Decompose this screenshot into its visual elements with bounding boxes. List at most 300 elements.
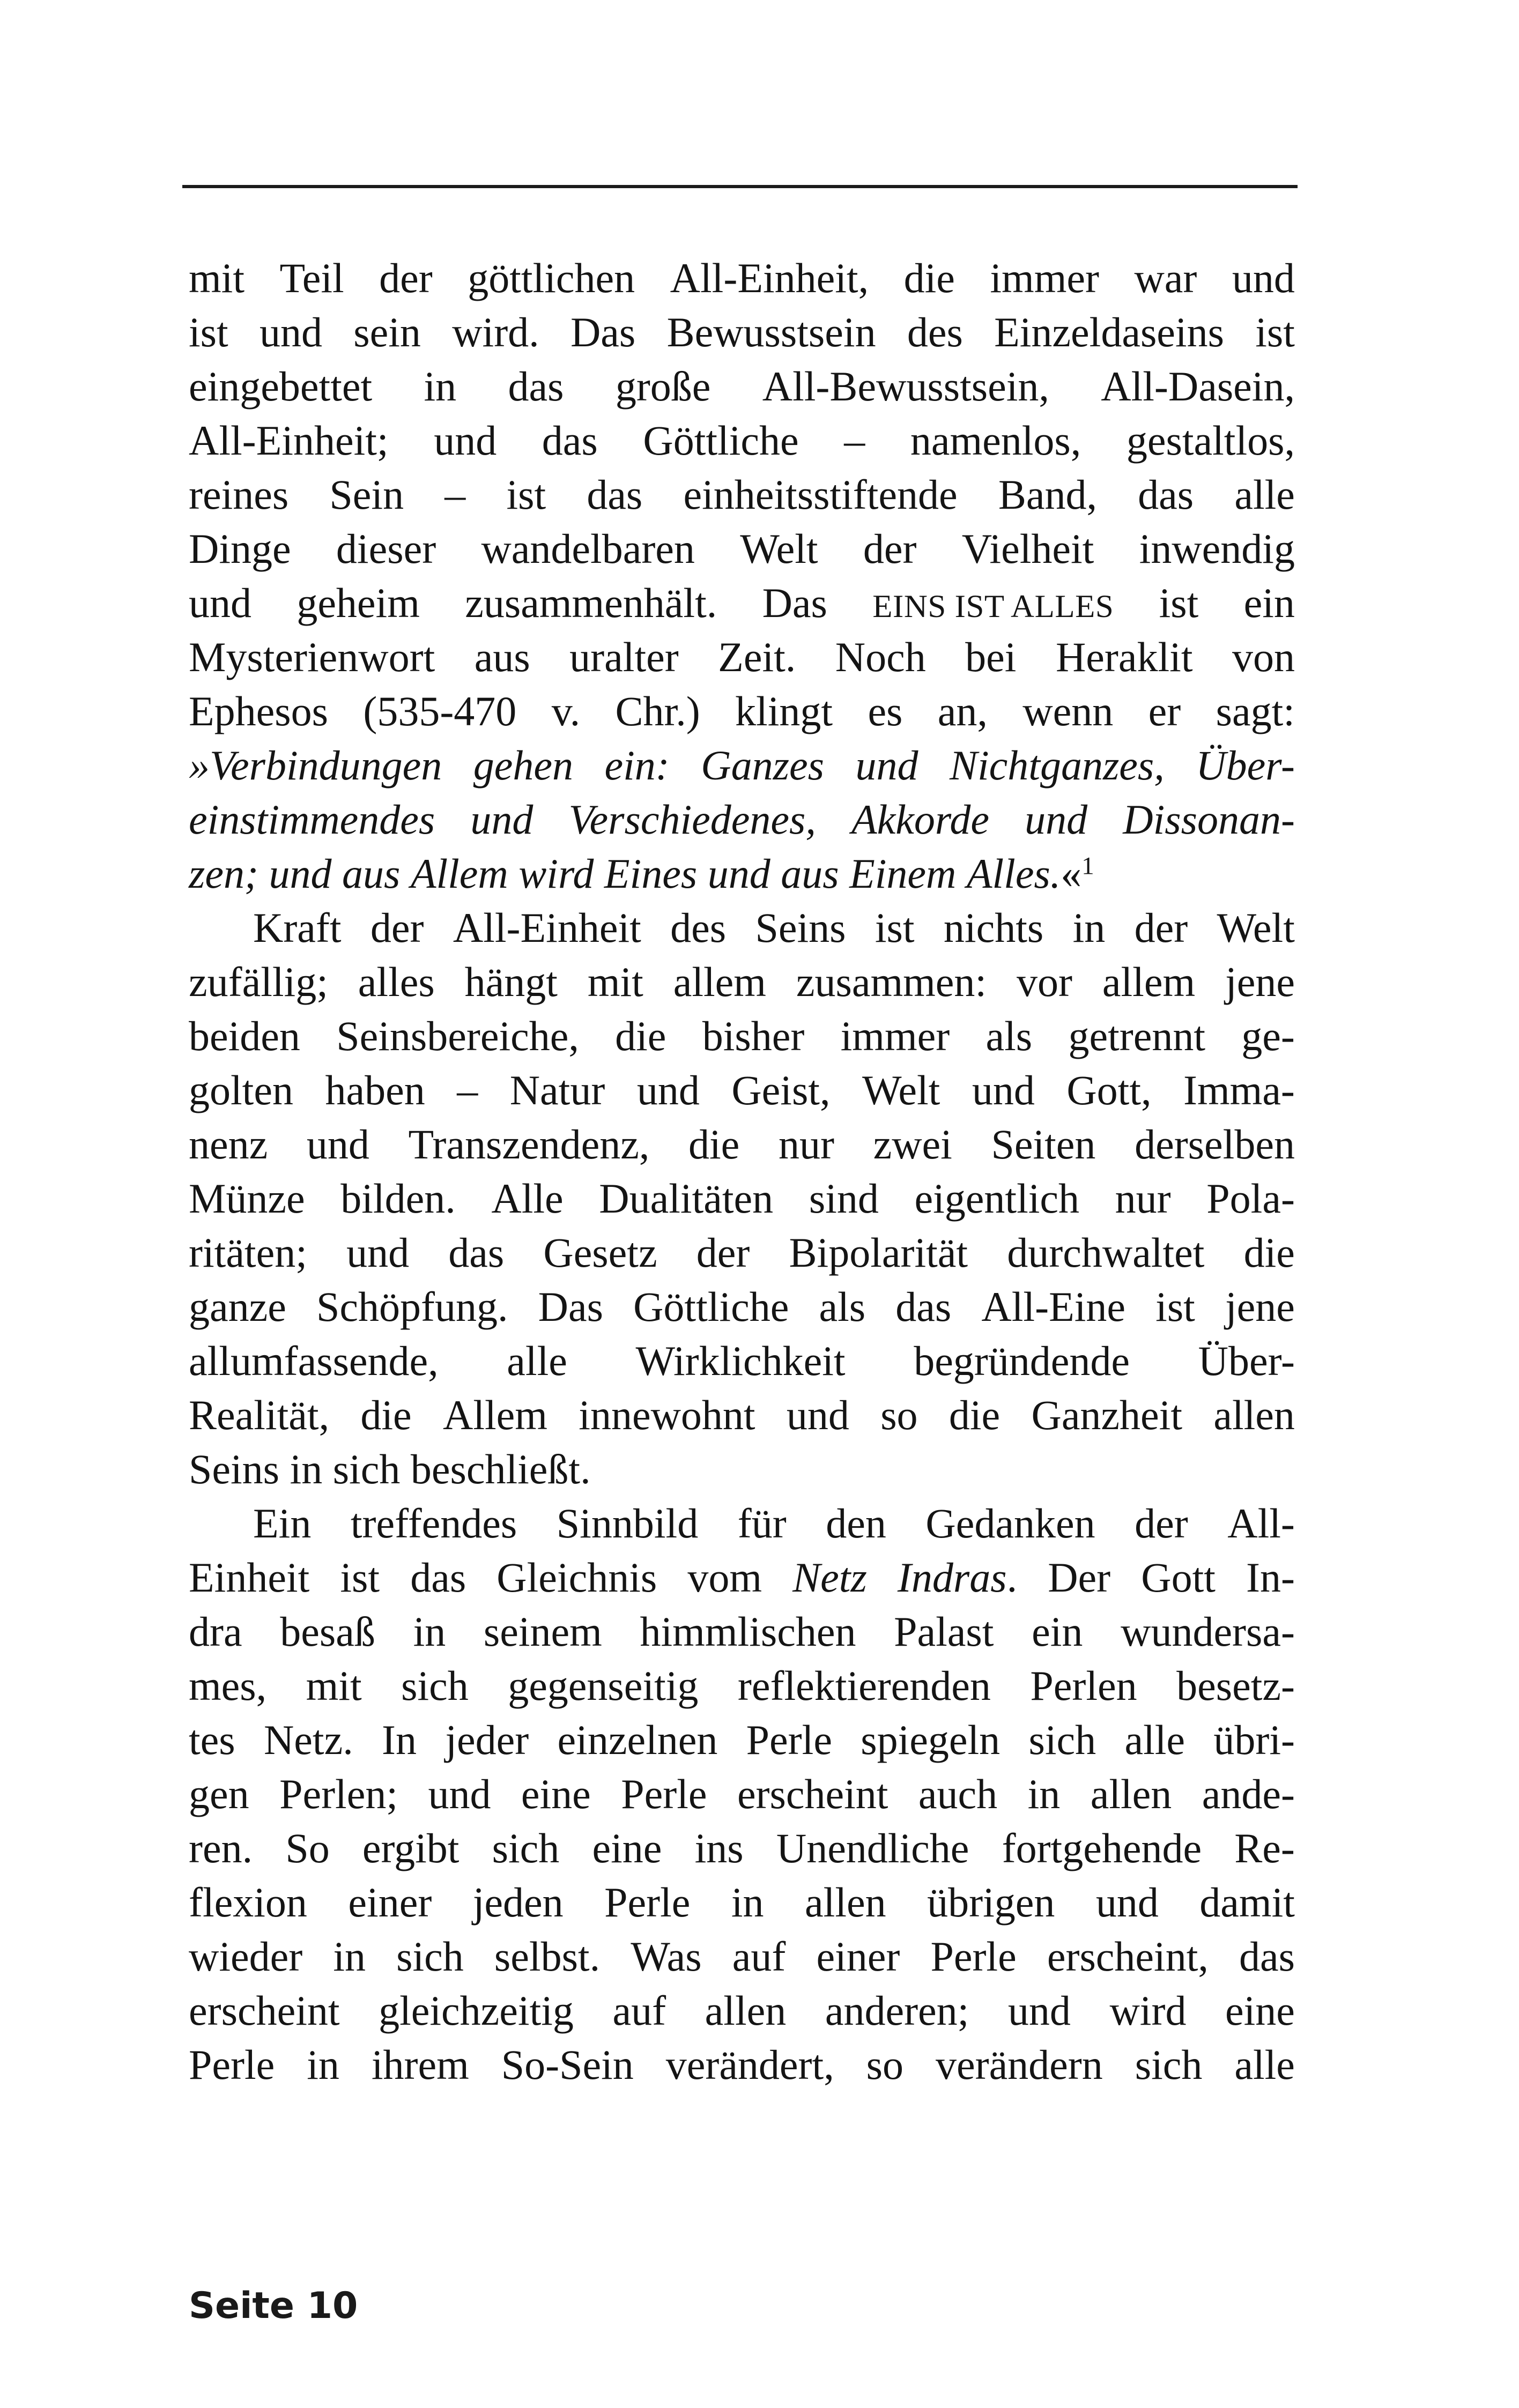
word: die xyxy=(903,255,955,301)
word: erscheint, xyxy=(1047,1933,1209,1980)
text-line xyxy=(189,792,1295,846)
word: übri- xyxy=(1213,1716,1295,1763)
text-line xyxy=(189,1171,1295,1225)
word: (535-470 xyxy=(363,688,517,734)
word: als xyxy=(819,1283,866,1330)
word: hängt xyxy=(464,958,558,1005)
word: sein xyxy=(353,309,421,355)
word: Schöpfung. xyxy=(316,1283,508,1330)
word: ist xyxy=(875,904,915,951)
word: vor xyxy=(1017,958,1072,1005)
text-line xyxy=(189,2038,1295,2092)
word: Noch xyxy=(835,634,926,680)
word: bisher xyxy=(702,1013,805,1059)
word: sich xyxy=(1028,1716,1096,1763)
word: ein xyxy=(1243,579,1295,626)
word: All-Bewusstsein, xyxy=(762,363,1049,410)
word: Einheit xyxy=(189,1554,310,1601)
paragraph xyxy=(189,251,1295,901)
word: Indras. xyxy=(897,1554,1018,1601)
word: das xyxy=(1138,471,1194,518)
word: ist xyxy=(506,471,546,518)
word: sich xyxy=(332,1446,401,1492)
word: sich xyxy=(492,1825,560,1871)
word: und xyxy=(470,796,533,843)
word: und xyxy=(434,417,497,464)
word: Seinsbereiche, xyxy=(336,1013,579,1059)
word: ergibt xyxy=(362,1825,460,1871)
word: »Verbindungen xyxy=(189,742,442,789)
word: Transzendenz, xyxy=(408,1121,650,1168)
word: – xyxy=(844,417,865,464)
body-text xyxy=(189,251,1295,2092)
word: erscheint xyxy=(737,1771,888,1817)
word: war xyxy=(1134,255,1197,301)
word: aus xyxy=(781,850,839,897)
word: damit xyxy=(1199,1879,1295,1926)
word: es xyxy=(868,688,903,734)
word: So-Sein xyxy=(501,2041,634,2088)
word: fortgehende xyxy=(1002,1825,1202,1871)
word: ist xyxy=(1255,309,1295,355)
text-line xyxy=(189,1604,1295,1659)
text-line xyxy=(189,1875,1295,1929)
page-number: Seite 10 xyxy=(189,2285,358,2327)
word: sagt: xyxy=(1216,688,1295,734)
word: wird xyxy=(518,850,594,897)
word: in xyxy=(307,2041,339,2088)
word: Alle xyxy=(491,1175,564,1222)
word: und xyxy=(1025,796,1088,843)
word: zwei xyxy=(873,1121,952,1168)
word: von xyxy=(1232,634,1295,680)
header-rule xyxy=(182,185,1298,188)
word: das xyxy=(448,1229,505,1276)
text-line xyxy=(189,413,1295,467)
word: einzelnen xyxy=(557,1716,718,1763)
word: der xyxy=(370,904,424,951)
word: Gleichnis xyxy=(497,1554,657,1601)
word: zen; xyxy=(189,850,258,897)
word: gestaltlos, xyxy=(1126,417,1295,464)
text-line xyxy=(189,955,1295,1009)
word: ande- xyxy=(1202,1771,1295,1817)
word: allen xyxy=(805,1879,886,1926)
word: dra xyxy=(189,1608,242,1655)
word: All-Eine xyxy=(981,1283,1126,1330)
word: allen xyxy=(1213,1392,1295,1438)
word: erscheint xyxy=(189,1987,340,2034)
word: in xyxy=(424,363,457,410)
text-line xyxy=(189,738,1295,792)
word: Einzeldaseins xyxy=(994,309,1224,355)
word: Seins xyxy=(189,1446,280,1492)
word: zusammen: xyxy=(796,958,987,1005)
word: auf xyxy=(732,1933,786,1980)
word: Perle xyxy=(930,1933,1017,1980)
word: dieser xyxy=(336,525,436,572)
word: ins xyxy=(694,1825,744,1871)
word: allem xyxy=(1102,958,1196,1005)
word: Natur xyxy=(509,1067,605,1113)
word: in xyxy=(1027,1771,1061,1817)
word: wird xyxy=(1109,1987,1187,2034)
word: Sein xyxy=(329,471,404,518)
word: aus xyxy=(474,634,530,680)
text-line xyxy=(189,1225,1295,1280)
word: Über- xyxy=(1196,742,1295,789)
text-line xyxy=(189,1442,1295,1496)
word: nichts xyxy=(943,904,1044,951)
word: gegenseitig xyxy=(508,1662,699,1709)
word: eine xyxy=(592,1825,662,1871)
word: und xyxy=(1007,1987,1071,2034)
word: verändern xyxy=(935,2041,1103,2088)
word: Netz. xyxy=(263,1716,353,1763)
word: sich xyxy=(396,1933,464,1980)
word: tes xyxy=(189,1716,235,1763)
word: jeder xyxy=(445,1716,529,1763)
text-line xyxy=(189,1009,1295,1063)
word: jeden xyxy=(472,1879,564,1926)
word: Vielheit xyxy=(961,525,1094,572)
word: so xyxy=(880,1392,918,1438)
word: ist xyxy=(1159,579,1199,626)
word: der xyxy=(1135,1500,1188,1547)
text-line xyxy=(189,305,1295,359)
word: Welt xyxy=(862,1067,940,1113)
word: alle xyxy=(507,1337,567,1384)
word: anderen; xyxy=(825,1987,969,2034)
word: spiegeln xyxy=(861,1716,1001,1763)
word: Münze xyxy=(189,1175,305,1222)
word: des xyxy=(670,904,727,951)
word: Ganzheit xyxy=(1031,1392,1183,1438)
word: und xyxy=(1095,1879,1159,1926)
word: nur xyxy=(1115,1175,1171,1222)
word: den xyxy=(826,1500,886,1547)
word: Welt xyxy=(1217,904,1295,951)
word: Mysterienwort xyxy=(189,634,435,680)
word: und xyxy=(269,850,332,897)
word: wenn xyxy=(1022,688,1114,734)
word: Perlen; xyxy=(279,1771,398,1817)
word: beiden xyxy=(189,1013,300,1059)
word: sich xyxy=(401,1662,469,1709)
word: und xyxy=(855,742,918,789)
word: eingebettet xyxy=(189,363,373,410)
word: Perlen xyxy=(1030,1662,1137,1709)
word: wird. xyxy=(452,309,539,355)
text-line xyxy=(189,1388,1295,1442)
word: Perle xyxy=(746,1716,832,1763)
text-line xyxy=(189,1496,1295,1550)
word: in xyxy=(1072,904,1106,951)
word: und xyxy=(189,579,251,626)
word: ren. xyxy=(189,1825,253,1871)
paragraph xyxy=(189,1496,1295,2092)
word: einstimmendes xyxy=(189,796,435,843)
word: Band, xyxy=(998,471,1097,518)
word: das xyxy=(410,1554,466,1601)
word: In xyxy=(382,1716,417,1763)
word: die xyxy=(688,1121,740,1168)
word: Alles.«$^1$ xyxy=(966,850,1094,897)
word: seinem xyxy=(483,1608,602,1655)
word: die xyxy=(1243,1229,1295,1276)
word: All-Einheit xyxy=(453,904,641,951)
word: Perle xyxy=(621,1771,707,1817)
text-line xyxy=(189,1983,1295,2038)
word: flexion xyxy=(189,1879,307,1926)
word: Perle xyxy=(604,1879,691,1926)
word: Gesetz xyxy=(543,1229,657,1276)
word: treffendes xyxy=(350,1500,517,1547)
word: er xyxy=(1148,688,1181,734)
word: jene xyxy=(1225,958,1295,1005)
word: Gott xyxy=(1141,1554,1216,1601)
word: getrennt xyxy=(1068,1013,1206,1059)
word: Akkorde xyxy=(851,796,989,843)
word: reflektierenden xyxy=(737,1662,991,1709)
word: Das xyxy=(570,309,636,355)
word: allen xyxy=(1090,1771,1172,1817)
word: übrigen xyxy=(927,1879,1055,1926)
text-line xyxy=(189,1713,1295,1767)
word: Einem xyxy=(849,850,957,897)
word: ist xyxy=(1155,1283,1195,1330)
word: Nichtganzes, xyxy=(949,742,1165,789)
word: Allem xyxy=(410,850,508,897)
word: zufällig; xyxy=(189,958,328,1005)
paragraph xyxy=(189,901,1295,1496)
word: in xyxy=(290,1446,323,1492)
text-line xyxy=(189,1117,1295,1171)
word: bei xyxy=(965,634,1017,680)
word: eine xyxy=(1225,1987,1295,2034)
word: einheitsstiftende xyxy=(683,471,958,518)
word: Seiten xyxy=(991,1121,1096,1168)
word: die xyxy=(360,1392,412,1438)
word: Netz xyxy=(792,1554,867,1601)
word: haben xyxy=(325,1067,425,1113)
word: Das xyxy=(762,579,827,626)
word: Welt xyxy=(740,525,818,572)
footnote-marker: 1 xyxy=(1081,852,1094,880)
word: innewohnt xyxy=(579,1392,755,1438)
word: mit xyxy=(189,255,245,301)
word: wundersa- xyxy=(1121,1608,1295,1655)
word: mit xyxy=(587,958,643,1005)
text-line xyxy=(189,522,1295,576)
word: eine xyxy=(521,1771,591,1817)
word: der xyxy=(1134,904,1188,951)
word: nenz xyxy=(189,1121,268,1168)
word: das xyxy=(895,1283,952,1330)
word: beschließt. xyxy=(410,1446,591,1492)
word: Was xyxy=(631,1933,702,1980)
word: auf xyxy=(612,1987,666,2034)
word: Bewusstsein xyxy=(666,309,876,355)
word: ist xyxy=(340,1554,380,1601)
word: in xyxy=(731,1879,764,1926)
word: derselben xyxy=(1135,1121,1295,1168)
word: und xyxy=(259,309,322,355)
word: in xyxy=(413,1608,446,1655)
word: jene xyxy=(1225,1283,1295,1330)
word: Re- xyxy=(1234,1825,1295,1871)
word: Teil xyxy=(279,255,344,301)
word: und xyxy=(306,1121,369,1168)
word: All- xyxy=(1227,1500,1295,1547)
word: immer xyxy=(990,255,1099,301)
word: alle xyxy=(1234,471,1295,518)
word: und xyxy=(428,1771,491,1817)
word: alle xyxy=(1124,1716,1185,1763)
word: ge- xyxy=(1241,1013,1295,1059)
text-line xyxy=(189,684,1295,738)
word: Eines xyxy=(604,850,698,897)
word: namenlos, xyxy=(910,417,1081,464)
word: All-Einheit; xyxy=(189,417,389,464)
word: ihrem xyxy=(371,2041,469,2088)
word: Göttliche xyxy=(633,1283,789,1330)
text-line xyxy=(189,1767,1295,1821)
word: eigentlich xyxy=(914,1175,1080,1222)
word: Dinge xyxy=(189,525,291,572)
word: einer xyxy=(348,1879,432,1926)
word: Ephesos xyxy=(189,688,328,734)
word: vom xyxy=(687,1554,762,1601)
text-line xyxy=(189,901,1295,955)
word: immer xyxy=(840,1013,950,1059)
text-line xyxy=(189,630,1295,684)
word: mes, xyxy=(189,1662,267,1709)
word: und xyxy=(346,1229,410,1276)
text-line xyxy=(189,576,1295,630)
word: Heraklit xyxy=(1055,634,1193,680)
word: Pola- xyxy=(1206,1175,1295,1222)
word: v. xyxy=(551,688,581,734)
word: Ein xyxy=(253,1500,312,1547)
word: – xyxy=(457,1067,478,1113)
word: auch xyxy=(918,1771,998,1817)
word: verändert, xyxy=(665,2041,834,2088)
word: uralter xyxy=(569,634,679,680)
word: ein: xyxy=(604,742,670,789)
word: So xyxy=(285,1825,330,1871)
word: allen xyxy=(705,1987,787,2034)
word: in xyxy=(333,1933,366,1980)
word: Gedanken xyxy=(925,1500,1095,1547)
word: himmlischen xyxy=(640,1608,856,1655)
word: All-Einheit, xyxy=(670,255,869,301)
word: der xyxy=(863,525,917,572)
word: Bipolarität xyxy=(789,1229,968,1276)
text-line xyxy=(189,1280,1295,1334)
word: Chr.) xyxy=(615,688,700,734)
word: sich xyxy=(1135,2041,1203,2088)
word: In- xyxy=(1246,1554,1295,1601)
word: so xyxy=(866,2041,904,2088)
word: Seins xyxy=(755,904,846,951)
word: wieder xyxy=(189,1933,303,1980)
word: Verschiedenes, xyxy=(568,796,816,843)
word: Ganzes xyxy=(701,742,824,789)
word: golten xyxy=(189,1067,293,1113)
word: das xyxy=(587,471,643,518)
word: die xyxy=(949,1392,1001,1438)
word: bilden. xyxy=(340,1175,456,1222)
text-line xyxy=(189,1063,1295,1117)
word: Zeit. xyxy=(718,634,796,680)
word: Realität, xyxy=(189,1392,330,1438)
word: die xyxy=(615,1013,666,1059)
word: ritäten; xyxy=(189,1229,307,1276)
word: und xyxy=(636,1067,700,1113)
text-line xyxy=(189,1550,1295,1604)
word: ein xyxy=(1032,1608,1083,1655)
word: große xyxy=(615,363,711,410)
word: besetz- xyxy=(1176,1662,1295,1709)
word: und xyxy=(1232,255,1295,301)
word: – xyxy=(444,471,466,518)
word: Geist, xyxy=(731,1067,831,1113)
text-line xyxy=(189,1929,1295,1983)
word: All-Dasein, xyxy=(1101,363,1295,410)
word: Dissonan- xyxy=(1123,796,1295,843)
word: reines xyxy=(189,471,289,518)
word: wandelbaren xyxy=(481,525,695,572)
word: und xyxy=(972,1067,1035,1113)
word: mit xyxy=(306,1662,362,1709)
word: durchwaltet xyxy=(1007,1229,1205,1276)
word: allumfassende, xyxy=(189,1337,439,1384)
text-line xyxy=(189,251,1295,305)
word: nur xyxy=(778,1121,834,1168)
text-line xyxy=(189,1659,1295,1713)
word: gen xyxy=(189,1771,249,1817)
word: selbst. xyxy=(494,1933,601,1980)
text-line xyxy=(189,1821,1295,1875)
word: das xyxy=(1239,1933,1295,1980)
word: das xyxy=(508,363,564,410)
word: Wirklichkeit xyxy=(635,1337,846,1384)
text-line xyxy=(189,1334,1295,1388)
word: als xyxy=(986,1013,1033,1059)
word: ganze xyxy=(189,1283,286,1330)
word: Über- xyxy=(1198,1337,1295,1384)
word: Sinnbild xyxy=(556,1500,699,1547)
word: für xyxy=(737,1500,787,1547)
word: einer xyxy=(816,1933,900,1980)
word: ist xyxy=(189,309,228,355)
word: und xyxy=(786,1392,849,1438)
word: Imma- xyxy=(1183,1067,1295,1113)
word: alles xyxy=(358,958,435,1005)
text-line xyxy=(189,846,1295,901)
word: gehen xyxy=(473,742,574,789)
word: alle xyxy=(1234,2041,1295,2088)
word: besaß xyxy=(280,1608,375,1655)
word: sind xyxy=(809,1175,879,1222)
word: gleichzeitig xyxy=(379,1987,574,2034)
word: inwendig xyxy=(1139,525,1295,572)
word: geheim xyxy=(297,579,420,626)
word: Der xyxy=(1048,1554,1111,1601)
word: und xyxy=(707,850,770,897)
word: Unendliche xyxy=(776,1825,969,1871)
